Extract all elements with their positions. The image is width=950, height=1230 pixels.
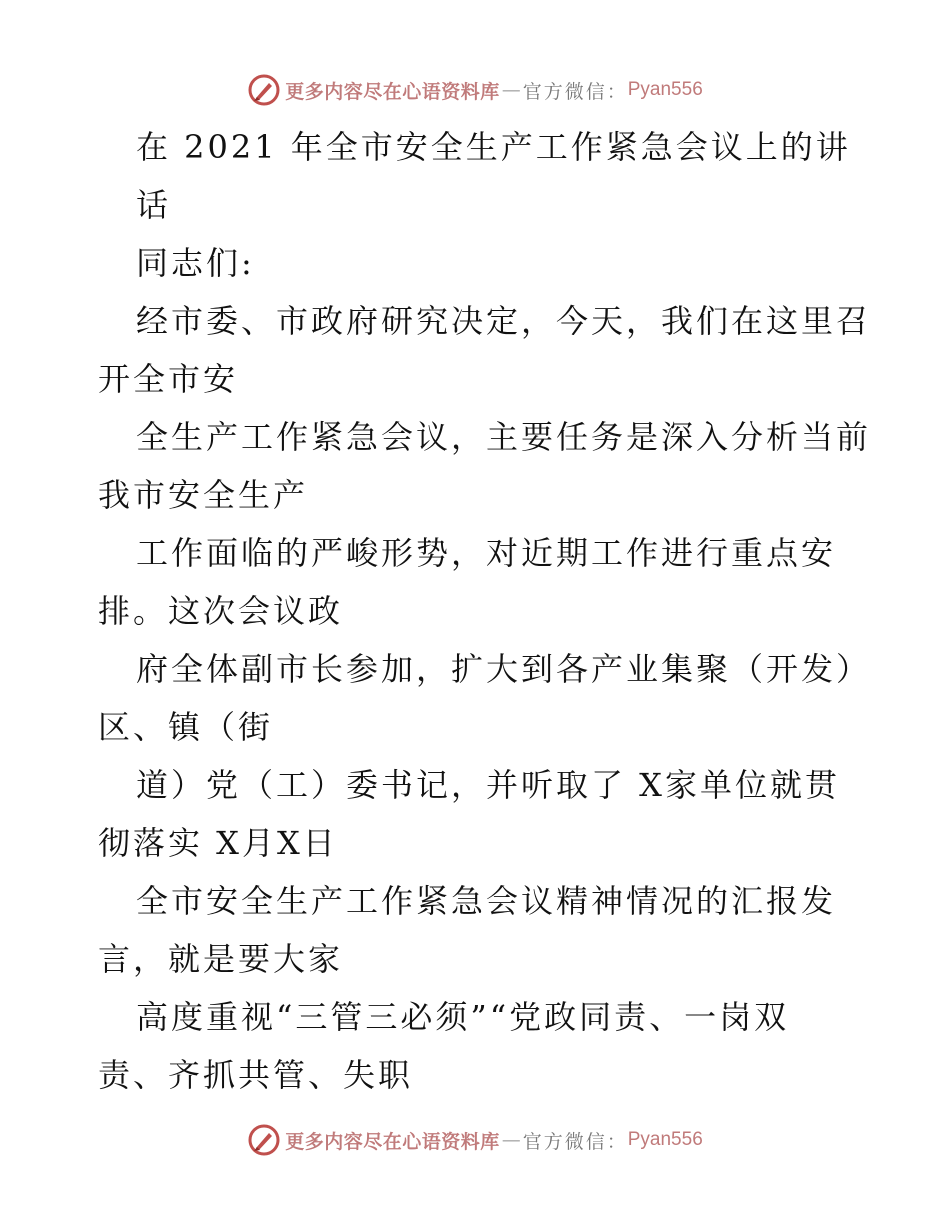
text-line: 全生产工作紧急会议，主要任务是深入分析当前 <box>136 418 872 456</box>
watermark-wechat-id: Pyan556 <box>627 1129 703 1150</box>
text-line: 责、齐抓共管、失职 <box>98 1056 414 1094</box>
watermark-dash: — <box>501 1129 521 1151</box>
text-line: 全市安全生产工作紧急会议精神情况的汇报发 <box>136 882 837 920</box>
document-body <box>98 118 888 1104</box>
text-line: 开全市安 <box>98 360 239 398</box>
text-line: 彻落实 X月X日 <box>98 824 338 862</box>
watermark-wechat-id: Pyan556 <box>627 79 703 100</box>
text-line: 排。这次会议政 <box>98 592 344 630</box>
text-line: 言，就是要大家 <box>98 940 344 978</box>
text-line: 我市安全生产 <box>98 476 309 514</box>
pen-logo-icon <box>247 1123 281 1157</box>
text-line: 道）党（工）委书记，并听取了 X家单位就贯 <box>136 766 840 804</box>
text-line: 同志们: <box>136 244 255 282</box>
watermark-wechat-label: 官方微信： <box>522 80 628 103</box>
text-line: 工作面临的严峻形势，对近期工作进行重点安 <box>136 534 837 572</box>
watermark-dash: — <box>501 79 521 101</box>
watermark-site-text: 更多内容尽在心语资料库 <box>285 1130 500 1153</box>
watermark-site-text: 更多内容尽在心语资料库 <box>285 80 500 103</box>
text-line: 区、镇（街 <box>98 708 274 746</box>
text-line: 在 2021 年全市安全生产工作紧急会议上的讲 <box>136 128 851 166</box>
text-line: 府全体副市长参加，扩大到各产业集聚（开发） <box>136 650 872 688</box>
text-line: 经市委、市政府研究决定，今天，我们在这里召 <box>136 302 872 340</box>
watermark-wechat-label: 官方微信： <box>522 1130 628 1153</box>
pen-logo-icon <box>247 73 281 107</box>
text-line: 话 <box>136 186 172 224</box>
text-line: 高度重视“三管三必须”“党政同责、一岗双 <box>136 998 790 1036</box>
header-watermark <box>0 70 950 110</box>
footer-watermark <box>0 1120 950 1160</box>
